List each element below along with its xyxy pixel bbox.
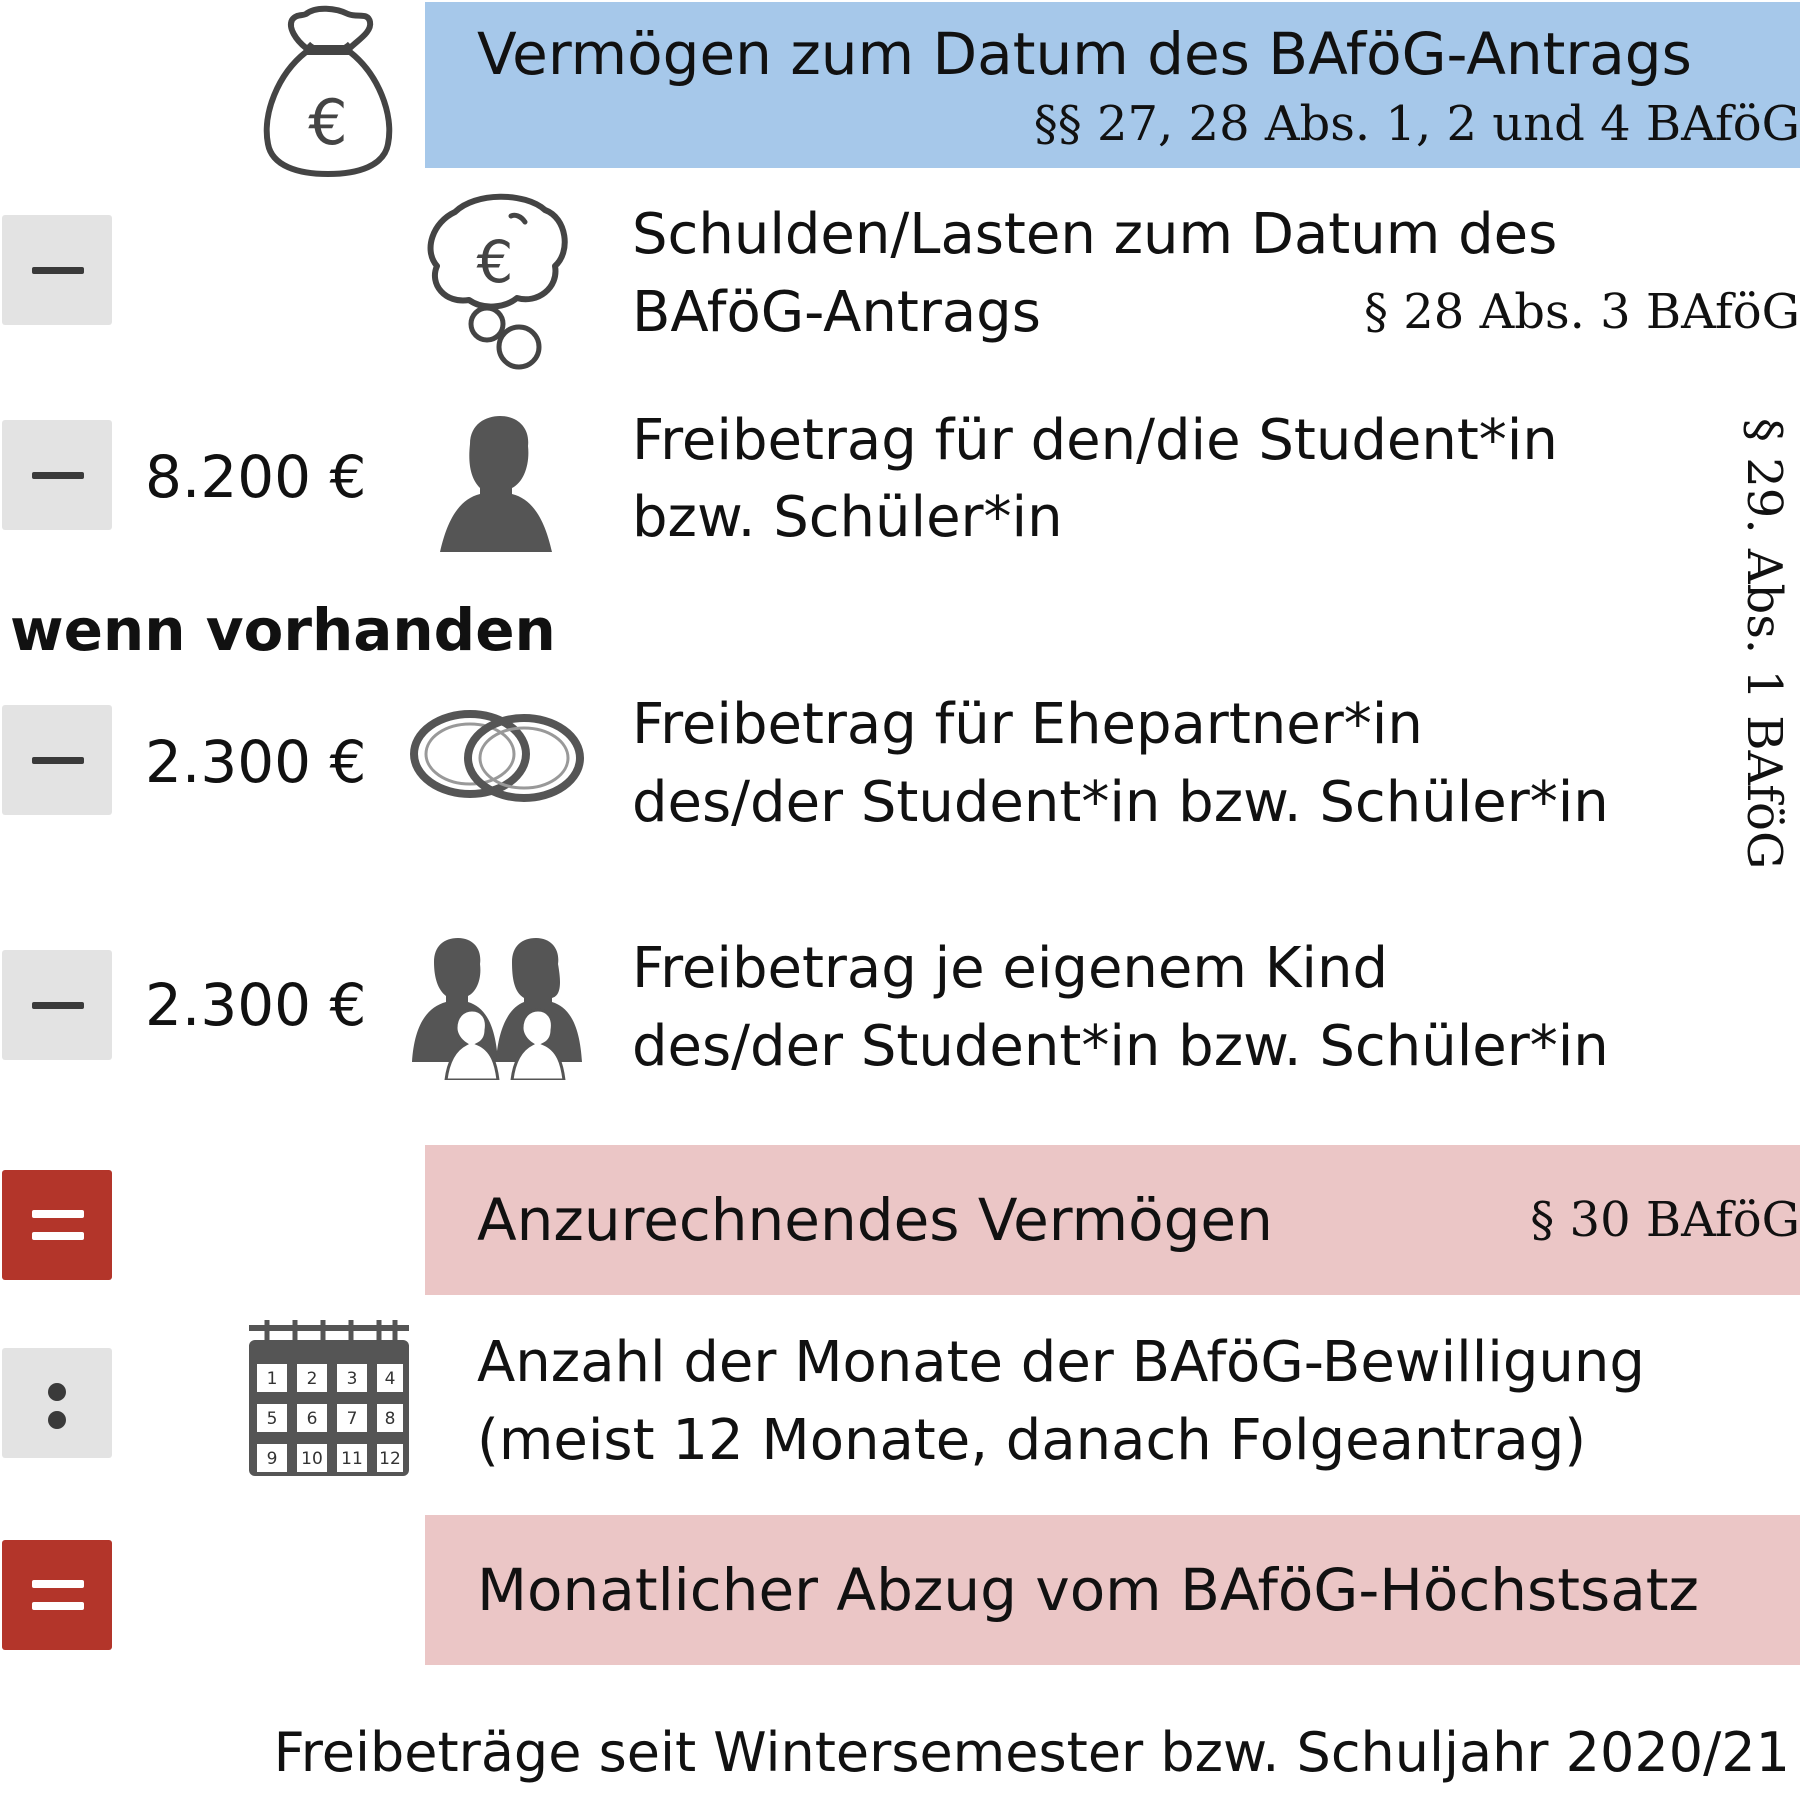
calendar-day: 10 bbox=[301, 1449, 323, 1469]
conditional-label: wenn vorhanden bbox=[10, 596, 556, 664]
spouse-allowance-line1: Freibetrag für Ehepartner*in bbox=[632, 692, 1423, 757]
calendar-day: 1 bbox=[266, 1369, 278, 1389]
vertical-law-reference: § 29. Abs. 1 BAföG bbox=[1736, 418, 1792, 870]
student-allowance-line2: bzw. Schüler*in bbox=[632, 485, 1063, 550]
equals-operator-countable-assets bbox=[2, 1170, 112, 1280]
calendar-day: 11 bbox=[341, 1449, 363, 1469]
calendar-day: 3 bbox=[346, 1369, 358, 1389]
divide-operator-months bbox=[2, 1348, 112, 1458]
months-line2: (meist 12 Monate, danach Folgeantrag) bbox=[477, 1408, 1587, 1473]
svg-text:€: € bbox=[308, 86, 348, 159]
svg-text:€: € bbox=[476, 228, 514, 296]
equals-operator-monthly-deduction bbox=[2, 1540, 112, 1650]
minus-operator-child bbox=[2, 950, 112, 1060]
assets-title: Vermögen zum Datum des BAföG-Antrags bbox=[477, 20, 1692, 88]
calendar-day: 6 bbox=[306, 1409, 318, 1429]
countable-assets-law-reference: § 30 BAföG bbox=[1530, 1192, 1800, 1248]
spouse-allowance-amount: 2.300 € bbox=[145, 728, 367, 796]
calendar-icon bbox=[245, 1320, 413, 1482]
child-allowance-amount: 2.300 € bbox=[145, 971, 367, 1039]
student-allowance-line1: Freibetrag für den/die Student*in bbox=[632, 408, 1558, 473]
months-line1: Anzahl der Monate der BAföG-Bewilligung bbox=[477, 1330, 1645, 1395]
calendar-day: 2 bbox=[306, 1369, 318, 1389]
calendar-day: 4 bbox=[384, 1369, 396, 1389]
thought-bubble-euro-icon bbox=[425, 192, 571, 372]
minus-operator-debts bbox=[2, 215, 112, 325]
calendar-day: 7 bbox=[346, 1409, 358, 1429]
spouse-allowance-line2: des/der Student*in bzw. Schüler*in bbox=[632, 770, 1609, 835]
child-allowance-line2: des/der Student*in bzw. Schüler*in bbox=[632, 1014, 1609, 1079]
minus-operator-student bbox=[2, 420, 112, 530]
wedding-rings-icon bbox=[408, 708, 588, 804]
child-allowance-line1: Freibetrag je eigenem Kind bbox=[632, 936, 1389, 1001]
countable-assets-title: Anzurechnendes Vermögen bbox=[477, 1186, 1273, 1254]
family-icon bbox=[412, 938, 582, 1080]
calendar-day: 9 bbox=[266, 1449, 278, 1469]
money-bag-euro-icon bbox=[258, 4, 398, 179]
calendar-day: 12 bbox=[379, 1449, 401, 1469]
calendar-day: 5 bbox=[266, 1409, 278, 1429]
monthly-deduction-title: Monatlicher Abzug vom BAföG-Höchstsatz bbox=[477, 1556, 1699, 1624]
person-icon bbox=[440, 416, 552, 552]
minus-operator-spouse bbox=[2, 705, 112, 815]
footer-note: Freibeträge seit Wintersemester bzw. Schuljahr 2020/21 bbox=[273, 1721, 1790, 1784]
debts-law-reference: § 28 Abs. 3 BAföG bbox=[1363, 284, 1800, 340]
debts-line1: Schulden/Lasten zum Datum des bbox=[632, 202, 1558, 267]
debts-line2: BAföG-Antrags bbox=[632, 280, 1041, 345]
assets-law-reference: §§ 27, 28 Abs. 1, 2 und 4 BAföG bbox=[1033, 96, 1800, 152]
calendar-day: 8 bbox=[384, 1409, 396, 1429]
student-allowance-amount: 8.200 € bbox=[145, 443, 367, 511]
